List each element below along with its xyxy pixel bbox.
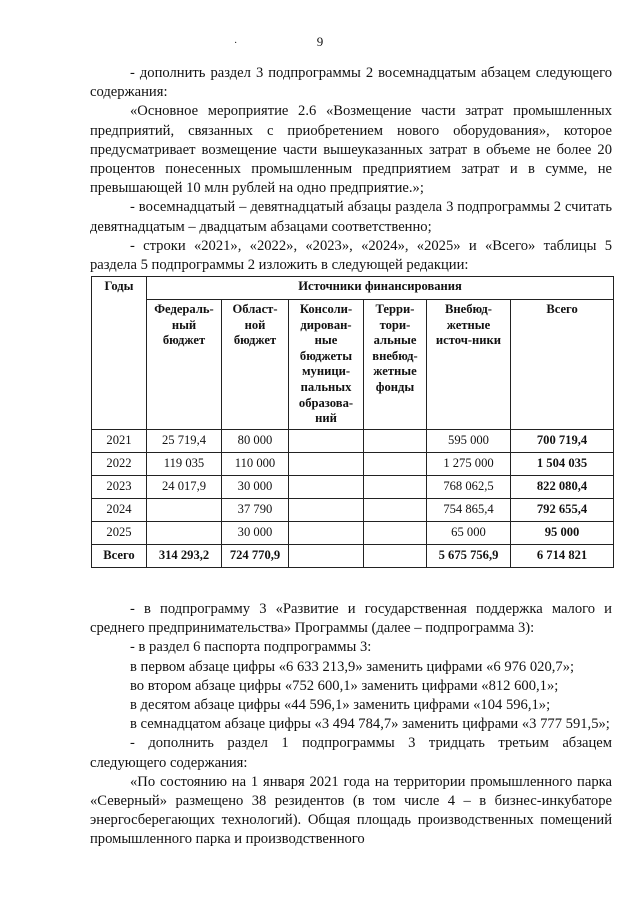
cell-extrabudget: 65 000 <box>427 521 511 544</box>
cell-territorial <box>364 452 427 475</box>
paragraph: «Основное мероприятие 2.6 «Возмещение части затрат промышленных предприятий, связанных с приобретением нового оборудования», которое предусматривает возмещение части вышеуказанных затрат в объеме не более 20 процентов понесенных промышленным предприятием затрат и в сумме, не превышающей 10 млн рублей на одно предприятие.»; <box>90 103 612 197</box>
header-municipal: Консоли-дирован-ные бюджеты муници-пальных образова-ний <box>289 300 364 430</box>
cell-territorial <box>364 475 427 498</box>
cell-regional: 30 000 <box>222 475 289 498</box>
cell-municipal <box>289 544 364 567</box>
body-text-top <box>90 64 612 275</box>
cell-municipal <box>289 429 364 452</box>
cell-total: 822 080,4 <box>511 475 614 498</box>
table-row <box>92 498 614 521</box>
cell-municipal <box>289 452 364 475</box>
paragraph: - в подпрограмму 3 «Развитие и государственная поддержка малого и среднего предпринимательства» Программы (далее – подпрограмма 3): <box>90 601 612 637</box>
cell-federal: 119 035 <box>147 452 222 475</box>
cell-regional: 37 790 <box>222 498 289 521</box>
paragraph: - дополнить раздел 3 подпрограммы 2 восемнадцатым абзацем следующего содержания: <box>90 65 612 101</box>
table-header-row <box>92 277 614 300</box>
financing-table <box>91 276 614 568</box>
cell-total: 6 714 821 <box>511 544 614 567</box>
cell-federal: 24 017,9 <box>147 475 222 498</box>
header-years: Годы <box>92 277 147 430</box>
paragraph: во втором абзаце цифры «752 600,1» заменить цифрами «812 600,1»; <box>130 677 559 694</box>
cell-regional: 724 770,9 <box>222 544 289 567</box>
paragraph: - восемнадцатый – девятнадцатый абзацы раздела 3 подпрограммы 2 считать девятнадцатым – двадцатым абзацами соответственно; <box>90 199 612 235</box>
paragraph: «По состоянию на 1 января 2021 года на территории промышленного парка «Северный» размещено 38 резидентов (в том числе 4 – в бизнес-инкубаторе энергосберегающих технологий). Общая площадь производственных помещений промышленного парка и производственного <box>90 773 612 848</box>
cell-total: 792 655,4 <box>511 498 614 521</box>
table-row <box>92 452 614 475</box>
page-mark: · <box>234 38 238 49</box>
cell-municipal <box>289 475 364 498</box>
cell-extrabudget: 1 275 000 <box>427 452 511 475</box>
table-row <box>92 475 614 498</box>
body-text-bottom <box>90 600 612 850</box>
cell-federal: 314 293,2 <box>147 544 222 567</box>
cell-territorial <box>364 498 427 521</box>
cell-extrabudget: 754 865,4 <box>427 498 511 521</box>
cell-total: 1 504 035 <box>511 452 614 475</box>
cell-regional: 80 000 <box>222 429 289 452</box>
paragraph: в десятом абзаце цифры «44 596,1» заменить цифрами «104 596,1»; <box>130 697 551 714</box>
table-row <box>92 429 614 452</box>
cell-total: 95 000 <box>511 521 614 544</box>
header-total: Всего <box>511 300 614 430</box>
cell-year: Всего <box>92 544 147 567</box>
header-extrabudget: Внебюд-жетные источ-ники <box>427 300 511 430</box>
paragraph: - дополнить раздел 1 подпрограммы 3 тридцать третьим абзацем следующего содержания: <box>90 735 612 771</box>
cell-regional: 110 000 <box>222 452 289 475</box>
table-subheader-row <box>92 300 614 430</box>
cell-federal <box>147 498 222 521</box>
cell-year: 2023 <box>92 475 147 498</box>
cell-year: 2024 <box>92 498 147 521</box>
cell-territorial <box>364 521 427 544</box>
table-row-total <box>92 544 614 567</box>
cell-extrabudget: 768 062,5 <box>427 475 511 498</box>
paragraph: - строки «2021», «2022», «2023», «2024», «2025» и «Всего» таблицы 5 раздела 5 подпрограммы 2 изложить в следующей редакции: <box>90 237 612 274</box>
cell-total: 700 719,4 <box>511 429 614 452</box>
page-number: 9 <box>316 34 324 49</box>
cell-year: 2025 <box>92 521 147 544</box>
header-territorial: Терри-тори-альные внебюд-жетные фонды <box>364 300 427 430</box>
paragraph: - в раздел 6 паспорта подпрограммы 3: <box>130 639 372 656</box>
cell-territorial <box>364 429 427 452</box>
cell-year: 2022 <box>92 452 147 475</box>
cell-federal: 25 719,4 <box>147 429 222 452</box>
header-federal: Федераль-ный бюджет <box>147 300 222 430</box>
paragraph: в семнадцатом абзаце цифры «3 494 784,7» заменить цифрами «3 777 591,5»; <box>130 716 610 733</box>
cell-year: 2021 <box>92 429 147 452</box>
cell-municipal <box>289 498 364 521</box>
cell-regional: 30 000 <box>222 521 289 544</box>
cell-municipal <box>289 521 364 544</box>
cell-federal <box>147 521 222 544</box>
cell-extrabudget: 5 675 756,9 <box>427 544 511 567</box>
cell-territorial <box>364 544 427 567</box>
cell-extrabudget: 595 000 <box>427 429 511 452</box>
table-row <box>92 521 614 544</box>
header-regional: Област-ной бюджет <box>222 300 289 430</box>
paragraph: в первом абзаце цифры «6 633 213,9» заменить цифрами «6 976 020,7»; <box>130 658 575 675</box>
header-sources: Источники финансирования <box>147 277 614 300</box>
